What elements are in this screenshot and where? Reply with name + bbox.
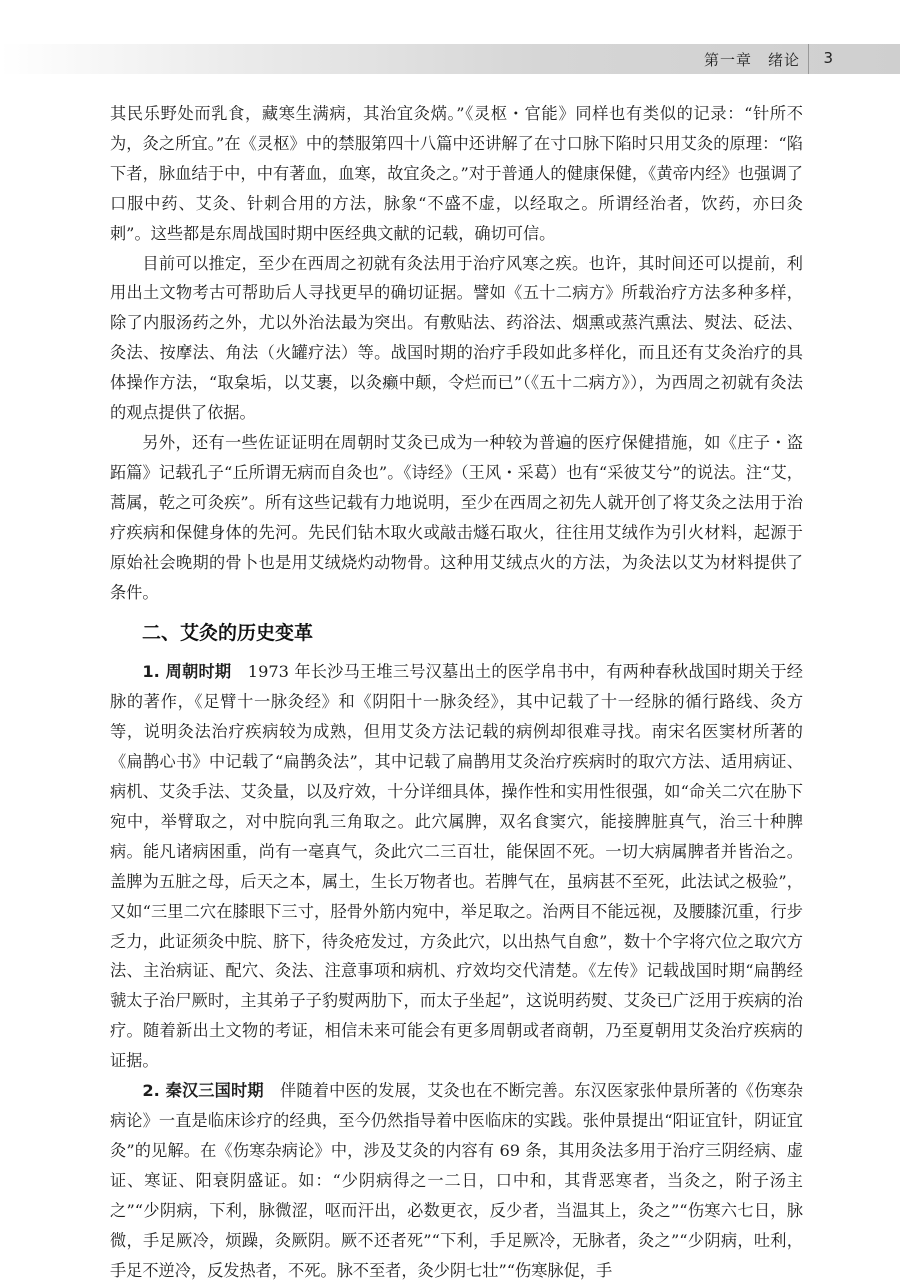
- header-divider: [808, 44, 809, 74]
- page-number: 3: [823, 49, 833, 67]
- paragraph-qinhan-period: [110, 1076, 803, 1285]
- section-heading: 二、艾灸的历史变革: [142, 622, 314, 645]
- period-heading: 2. 秦汉三国时期: [142, 1081, 264, 1101]
- paragraph-dating: 目前可以推定，至少在西周之初就有灸法用于治疗风寒之疾。也许，其时间还可以提前，利用出土文物考古可帮助后人寻找更早的确切证据。譬如《五十二病方》所载治疗方法多种多样，除了内服汤药之外，尤以外治法最为突出。有敷贴法、药浴法、烟熏或蒸汽熏法、熨法、砭法、灸法、按摩法、角法（火罐疗法）等。战国时期的治疗手段如此多样化，而且还有艾灸治疗的具体操作方法，“取枲垢，以艾裹，以灸癞中颠，令烂而已”（《五十二病方》），为西周之初就有灸法的观点提供了依据。: [110, 253, 803, 423]
- paragraph-evidence: 另外，还有一些佐证证明在周朝时艾灸已成为一种较为普遍的医疗保健措施，如《庄子・盗跖篇》记载孔子“丘所谓无病而自灸也”。《诗经》（王风・采葛）也有“采彼艾兮”的说法。注“艾，蒿属，乾之可灸疾”。所有这些记载有力地说明，至少在西周之初先人就开创了将艾灸之法用于治疗疾病和保健身体的先河。先民们钻木取火或敲击燧石取火，往往用艾绒作为引火材料，起源于原始社会晚期的骨卜也是用艾绒烧灼动物骨。这种用艾绒点火的方法，为灸法以艾为材料提供了条件。: [110, 432, 803, 602]
- page-body: [110, 99, 803, 1285]
- period-heading: 1. 周朝时期: [142, 662, 232, 682]
- paragraph-zhou-period: [110, 657, 803, 1076]
- period-text: 伴随着中医的发展，艾灸也在不断完善。东汉医家张仲景所著的《伤寒杂病论》一直是临床诊疗的经典，至今仍然指导着中医临床的实践。张仲景提出“阳证宜针，阴证宜灸”的见解。在《伤寒杂病论》中，涉及艾灸的内容有 69 条，其用灸法多用于治疗三阴经病、虚证、寒证、阳衰阴盛证。如：“少阴病得之一二日，口中和，其背恶寒者，当灸之，附子汤主之”“少阴病，下利，脉微涩，呕而汗出，必数更衣，反少者，当温其上，灸之”“伤寒六七日，脉微，手足厥冷，烦躁，灸厥阴。厥不还者死”“下利，手足厥冷，无脉者，灸之”“少阴病，吐利，手足不逆冷，反发热者，不死。脉不至者，灸少阴七壮”“伤寒脉促，手: [110, 1081, 803, 1280]
- paragraph-continued: 其民乐野处而乳食，藏寒生满病，其治宜灸焫。”《灵枢・官能》同样也有类似的记录：“针所不为，灸之所宜。”在《灵枢》中的禁服第四十八篇中还讲解了在寸口脉下陷时只用艾灸的原理：“陷下者，脉血结于中，中有著血，血寒，故宜灸之。”对于普通人的健康保健，《黄帝内经》也强调了口服中药、艾灸、针刺合用的方法，脉象“不盛不虚，以经取之。所谓经治者，饮药，亦曰灸刺”。这些都是东周战国时期中医经典文献的记载，确切可信。: [110, 104, 803, 243]
- period-text: 1973 年长沙马王堆三号汉墓出土的医学帛书中，有两种春秋战国时期关于经脉的著作，《足臂十一脉灸经》和《阴阳十一脉灸经》，其中记载了十一经脉的循行路线、灸方等，说明灸法治疗疾病较为成熟，但用艾灸方法记载的病例却很难寻找。南宋名医窦材所著的《扁鹊心书》中记载了“扁鹊灸法”，其中记载了扁鹊用艾灸治疗疾病时的取穴方法、适用病证、病机、艾灸手法、艾灸量，以及疗效，十分详细具体，操作性和实用性很强，如“命关二穴在胁下宛中，举臂取之，对中脘向乳三角取之。此穴属脾，双名食窦穴，能接脾脏真气，治三十种脾病。能凡诸病困重，尚有一毫真气，灸此穴二三百壮，能保固不死。一切大病属脾者并皆治之。盖脾为五脏之母，后天之本，属土，生长万物者也。若脾气在，虽病甚不至死，此法试之极验”，又如“三里二穴在膝眼下三寸，胫骨外筋内宛中，举足取之。治两目不能远视，及腰膝沉重，行步乏力，此证须灸中脘、脐下，待灸疮发过，方灸此穴，以出热气自愈”，数十个字将穴位之取穴方法、主治病证、配穴、灸法、注意事项和病机、疗效均交代清楚。《左传》记载战国时期“扁鹊经虢太子治尸厥时，主其弟子子豹熨两肋下，而太子坐起”，这说明药熨、艾灸已广泛用于疾病的治疗。随着新出土文物的考证，相信未来可能会有更多周朝或者商朝，乃至夏朝用艾灸治疗疾病的证据。: [110, 662, 803, 1071]
- running-header: [0, 44, 900, 74]
- chapter-title: 第一章 绪论: [703, 51, 800, 69]
